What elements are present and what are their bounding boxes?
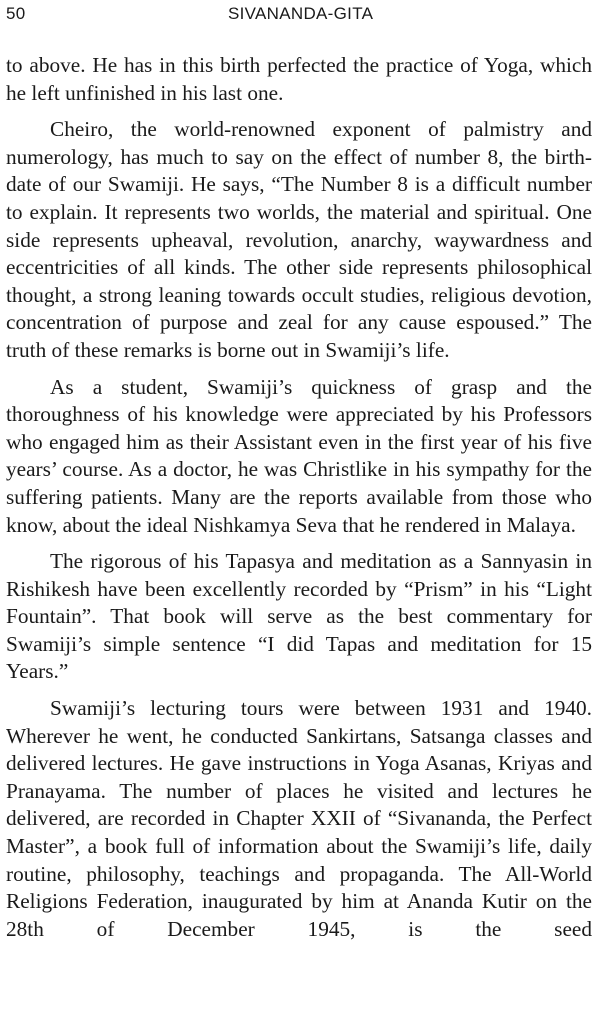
paragraph-tapasya: The rigorous of his Tapasya and meditation as a Sannyasin in Rishikesh have been excellently recorded by “Prism” in his “Light Fountain”. That book will serve as the best commentary for Swamiji’s simple sentence “I did Tapas and meditation for 15 Years.” xyxy=(6,549,592,684)
page-number: 50 xyxy=(6,4,26,23)
running-title: SIVANANDA-GITA xyxy=(228,4,374,23)
page-body xyxy=(6,52,592,943)
paragraph-student: As a student, Swamiji’s quickness of grasp and the thoroughness of his knowledge were appreciated by his Professors who engaged him as their Assistant even in the first year of his five years’ course. As a doctor, he was Christlike in his sympathy for the suffering patients. Many are the reports available from those who know, about the ideal Nishkamya Seva that he rendered in Malaya. xyxy=(6,374,592,537)
paragraph-lecturing-tours: Swamiji’s lecturing tours were between 1931 and 1940. Wherever he went, he conducted Sankirtans, Satsanga classes and delivered lectures. He gave instructions in Yoga Asanas, Kriyas and Pranayama. The number of places he visited and lectures he delivered, are recorded in Chapter XXII of “Sivananda, the Perfect Master”, a book full of information about the Swamiji’s life, daily routine, philosophy, teachings and propaganda. The All-World Religions Federation, inaugurated by him at Ananda Kutir on the 28th of December 1945, is the seed xyxy=(6,696,592,941)
paragraph-continuation: to above. He has in this birth perfected the practice of Yoga, which he left unfinished in his last one. xyxy=(6,53,592,105)
paragraph-cheiro: Cheiro, the world-renowned exponent of palmistry and numerology, has much to say on the effect of number 8, the birth-date of our Swamiji. He says, “The Number 8 is a difficult number to explain. It represents two worlds, the material and spiritual. One side represents upheaval, revolution, anarchy, waywardness and eccentricities of all kinds. The other side represents philosophical thought, a strong leaning towards occult studies, religious devotion, concentration of purpose and zeal for any cause espoused.” The truth of these remarks is borne out in Swamiji’s life. xyxy=(6,117,592,362)
page-header xyxy=(6,2,594,28)
